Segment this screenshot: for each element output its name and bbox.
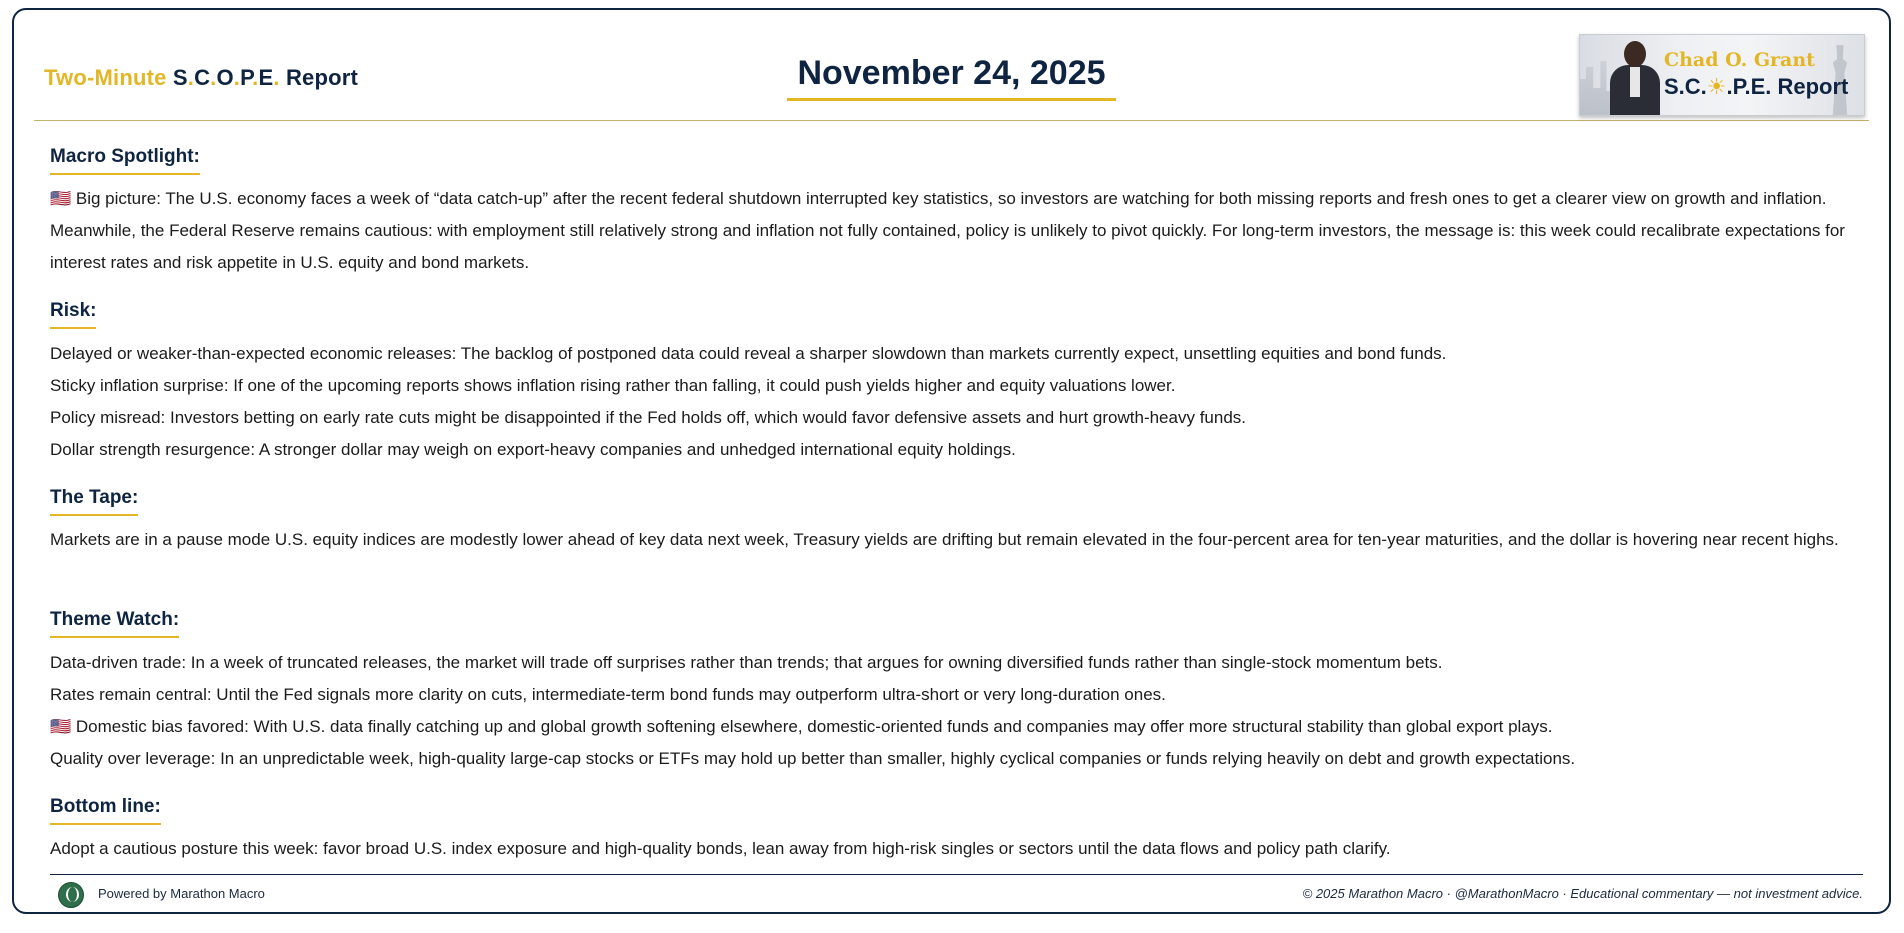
powered-by: Powered by Marathon Macro bbox=[98, 886, 265, 901]
copyright-notice: © 2025 Marathon Macro · @MarathonMacro · Educational commentary — not investment advice. bbox=[1302, 886, 1863, 901]
section-bottom-line bbox=[50, 796, 1863, 865]
report-frame bbox=[12, 8, 1891, 914]
brand-suffix: Report bbox=[285, 65, 359, 90]
section-heading: Risk: bbox=[50, 300, 96, 329]
logo-report-title: S.C.☀.P.E. Report bbox=[1664, 74, 1849, 99]
logo-author-name: Chad O. Grant bbox=[1664, 49, 1815, 71]
list-item: Quality over leverage: In an unpredictable week, high-quality large-cap stocks or ETFs may hold up better than smaller, highly cyclical companies or funds relying heavily on debt and growth expectations. bbox=[50, 749, 1576, 768]
list-item: Policy misread: Investors betting on early rate cuts might be disappointed if the Fed holds off, which would favor defensive assets and hurt growth-heavy funds. bbox=[50, 408, 1247, 427]
sun-icon: ☀ bbox=[1706, 74, 1727, 99]
brand-scope: S.C.O.P.E. bbox=[172, 65, 280, 90]
section-the-tape bbox=[50, 487, 1863, 556]
section-risk bbox=[50, 300, 1863, 466]
report-header bbox=[34, 24, 1869, 121]
list-item: Dollar strength resurgence: A stronger dollar may weigh on export-heavy companies and unhedged international equity holdings. bbox=[50, 440, 1016, 459]
section-text: Markets are in a pause mode U.S. equity indices are modestly lower ahead of key data next week, Treasury yields are drifting but remain elevated in the four-percent area for ten-year maturities, and the dollar is hovering near recent highs. bbox=[50, 530, 1839, 549]
section-macro-spotlight bbox=[50, 146, 1863, 279]
brand-prefix: Two-Minute bbox=[44, 65, 167, 90]
author-photo bbox=[1610, 41, 1660, 115]
section-heading: Bottom line: bbox=[50, 796, 161, 825]
marathon-macro-logo-icon bbox=[58, 882, 84, 908]
list-item: Sticky inflation surprise: If one of the upcoming reports shows inflation rising rather than falling, it could push yields higher and equity valuations lower. bbox=[50, 376, 1176, 395]
list-item: 🇺🇸 Domestic bias favored: With U.S. data finally catching up and global growth softening elsewhere, domestic-oriented funds and companies may offer more structural stability than global export plays. bbox=[50, 717, 1553, 736]
list-item: Rates remain central: Until the Fed signals more clarity on cuts, intermediate-term bond funds may outperform ultra-short or very long-duration ones. bbox=[50, 685, 1166, 704]
list-item: Data-driven trade: In a week of truncated releases, the market will trade off surprises rather than trends; that argues for owning diversified funds rather than single-stock momentum bets. bbox=[50, 653, 1443, 672]
report-footer bbox=[50, 874, 1863, 909]
section-theme-watch bbox=[50, 609, 1863, 775]
author-logo bbox=[1579, 34, 1865, 116]
section-text: Adopt a cautious posture this week: favor broad U.S. index exposure and high-quality bonds, lean away from high-risk singles or sectors until the data flows and policy path clarify. bbox=[50, 839, 1391, 858]
section-text: 🇺🇸 Big picture: The U.S. economy faces a week of “data catch-up” after the recent federal shutdown interrupted key statistics, so investors are watching for both missing reports and fresh ones to get a clearer view on growth and inflation. Meanwhile, the Federal Reserve remains cautious: with employment still relatively strong and inflation not fully contained, policy is unlikely to pivot quickly. For long-term investors, the message is: this week could recalibrate expectations for interest rates and risk appetite in U.S. equity and bond markets. bbox=[50, 189, 1845, 272]
section-heading: Macro Spotlight: bbox=[50, 146, 200, 175]
list-item: Delayed or weaker-than-expected economic releases: The backlog of postponed data could reveal a sharper slowdown than markets currently expect, unsettling equities and bond funds. bbox=[50, 344, 1447, 363]
section-heading: The Tape: bbox=[50, 487, 138, 516]
section-heading: Theme Watch: bbox=[50, 609, 179, 638]
report-date: November 24, 2025 bbox=[787, 54, 1115, 101]
